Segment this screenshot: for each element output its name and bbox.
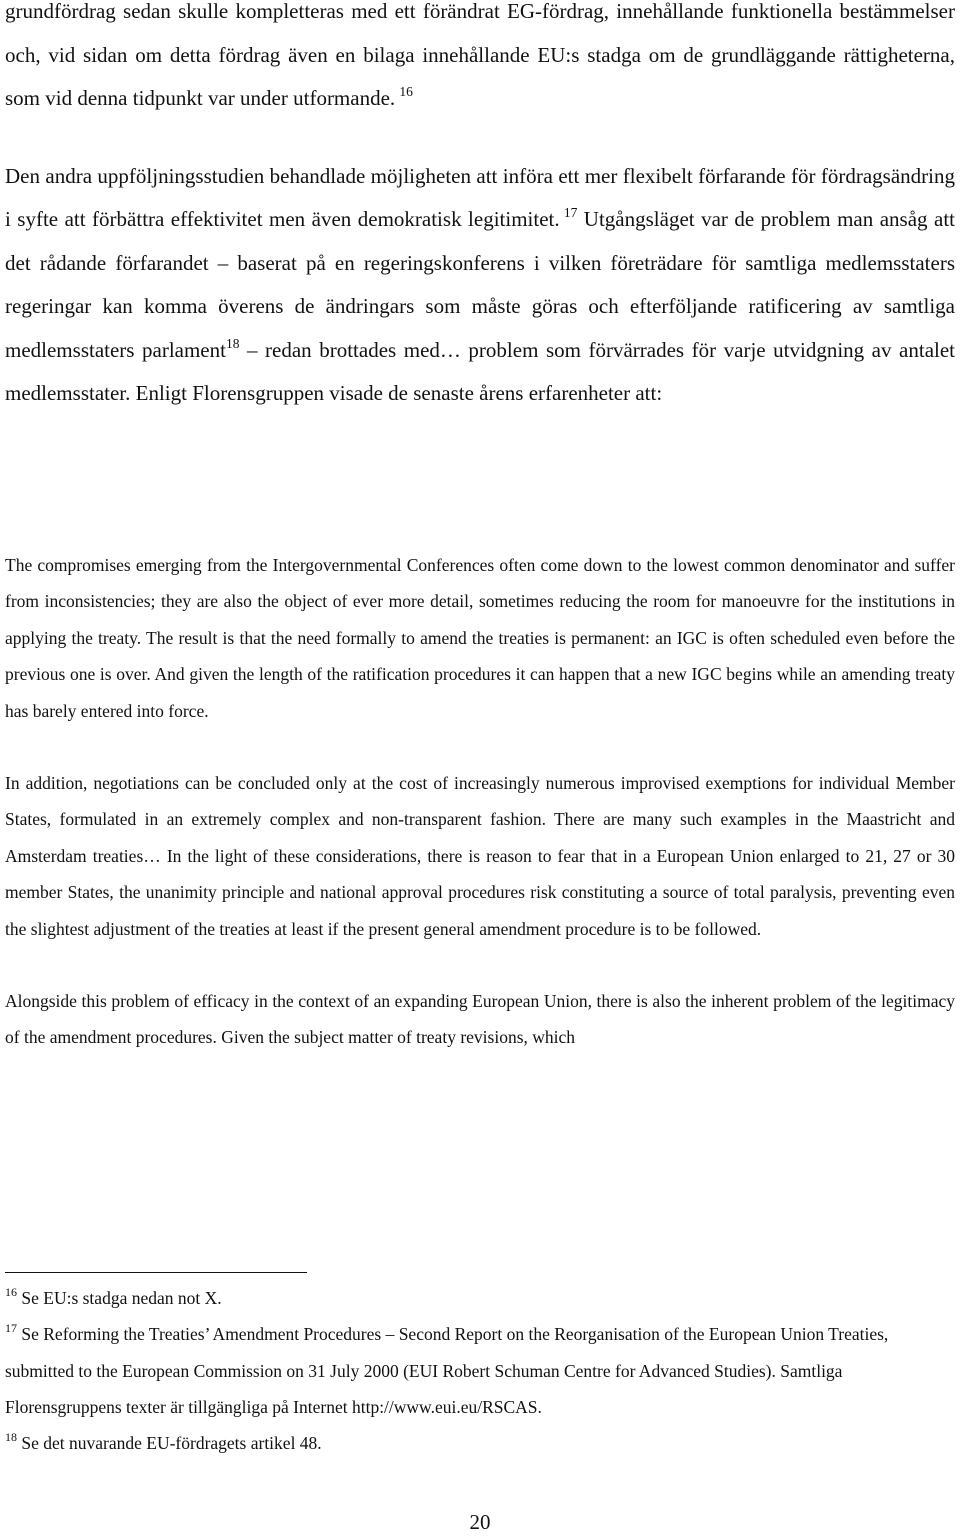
block-quote xyxy=(5,547,955,1056)
footnote-16: $^{16}$ Se EU:s stadga nedan not X. xyxy=(5,1285,222,1308)
footnote-number: 17 xyxy=(5,1321,17,1336)
footnote-divider xyxy=(5,1272,307,1273)
footnote-ref-17[interactable]: 17 xyxy=(563,205,578,220)
quote-paragraph-1: The compromises emerging from the Intergovernmental Conferences often come down to the lowest common denominator and suffer from inconsistencies; they are also the object of ever more detail, sometimes reducing the room for manoeuvre for the institutions in applying the treaty. The result is that the need formally to amend the treaties is permanent: an IGC is often scheduled even before the previous one is over. And given the length of the ratification procedures it can happen that a new IGC begins while an amending treaty has barely entered into force. xyxy=(5,555,955,721)
footnote-18: $^{18}$ Se det nuvarande EU-fördragets artikel 48. xyxy=(5,1430,322,1454)
footnote-number: 16 xyxy=(5,1285,17,1299)
quote-paragraph-2: In addition, negotiations can be concluded only at the cost of increasingly numerous improvised exemptions for individual Member States, formulated in an extremely complex and non-transparent fashion. There are many such examples in the Maastricht and Amsterdam treaties… In the light of these considerations, there is reason to fear that in a European Union enlarged to 21, 27 or 30 member States, the unanimity principle and national approval procedures risk constituting a source of total paralysis, preventing even the slightest adjustment of the treaties at least if the present general amendment procedure is to be followed. xyxy=(5,773,955,939)
quote-paragraph-3: Alongside this problem of efficacy in the context of an expanding European Union, there is also the inherent problem of the legitimacy of the amendment procedures. Given the subject matter of treaty revisions, which xyxy=(5,991,955,1048)
footnote-number: 18 xyxy=(5,1430,17,1445)
main-text xyxy=(5,0,955,416)
footnote-17: $^{17}$ Se Reforming the Treaties’ Amendment Procedures – Second Report on the Reorganisation of the European Union Treaties, submitted to the European Commission on 31 July 2000 (EUI Robert Schuman Centre for Advanced Studies). Samtliga Florensgruppens texter är tillgängliga på Internet http://www.eui.eu/RSCAS. xyxy=(5,1321,889,1417)
paragraph-constitution: grundfördrag sedan skulle kompletteras med ett förändrat EG-fördrag, innehållande funktionella bestämmelser och, vid sidan om detta fördrag även en bilaga innehållande EU:s stadga om de grundläggande rättigheterna, som vid denna tidpunkt var under utformande. $^{16}$ xyxy=(5,0,955,110)
paragraph-amendment-study: Den andra uppföljningsstudien behandlade möjligheten att införa ett mer flexibelt förfarande för fördragsändring i syfte att förbättra effektivitet men även demokratisk legitimitet. $^{17}$ Utgångsläget var de problem man ansåg att det rådande förfarandet – baserat på en regeringskonferens i vilken företrädare för samtliga medlemsstaters regeringar kan komma överens de ändringars som måste göras och efterföljande ratificering av samtliga medlemsstaters parlament$^{18}$ – redan brottades med… problem som förvärrades för varje utvidgning av antalet medlemsstater. Enligt Florensgruppen visade de senaste årens erfarenheter att: xyxy=(5,163,956,405)
footnotes xyxy=(5,1280,955,1461)
page-number: 20 xyxy=(469,1510,491,1534)
footnote-ref-18[interactable]: 18 xyxy=(225,335,240,351)
footnote-ref-16[interactable]: 16 xyxy=(399,84,413,99)
